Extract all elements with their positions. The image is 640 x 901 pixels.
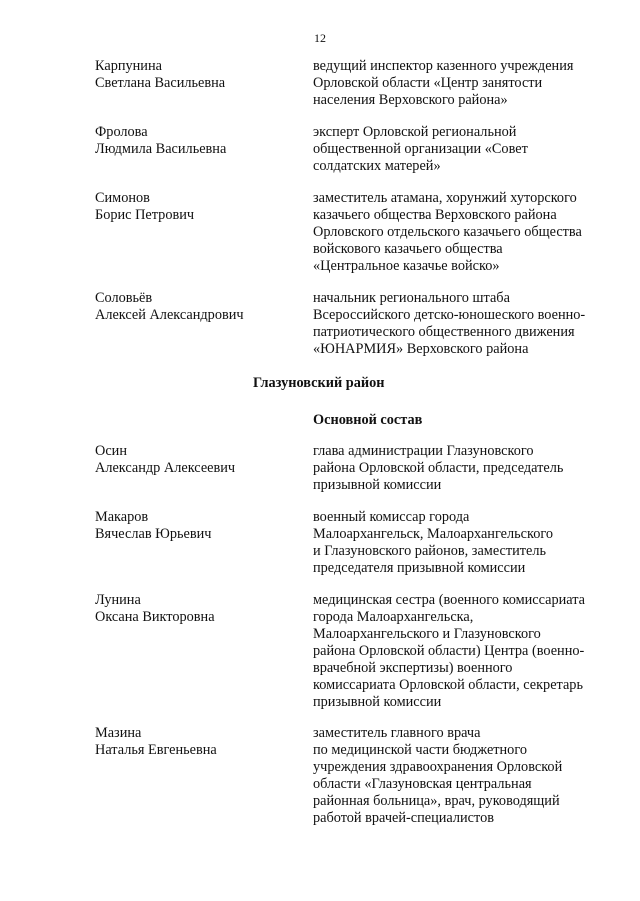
member-position: эксперт Орловской региональной общественной организации «Совет солдатских матерей» bbox=[313, 124, 528, 174]
member-position: глава администрации Глазуновского района Орловской области, председатель призывной комиссии bbox=[313, 443, 564, 493]
member-name: Макаров Вячеслав Юрьевич bbox=[95, 509, 212, 542]
subsection-title: Основной состав bbox=[313, 412, 423, 428]
member-name: Соловьёв Алексей Александрович bbox=[95, 290, 244, 323]
section-title: Глазуновский район bbox=[253, 375, 385, 391]
member-position: начальник регионального штаба Всероссийского детско-юношеского военно- патриотического общественного движения «ЮНАРМИЯ» Верховского района bbox=[313, 290, 586, 357]
member-name: Мазина Наталья Евгеньевна bbox=[95, 725, 217, 758]
member-position: заместитель главного врача по медицинской части бюджетного учреждения здравоохранения Орловской области «Глазуновская центральная районная больница», врач, руководящий работой врачей-специалистов bbox=[313, 725, 563, 826]
member-position: медицинская сестра (военного комиссариата города Малоархангельска, Малоархангельского и Глазуновского района Орловской области) Центра (военно- врачебной экспертизы) военного комиссариата Орловской области, секретарь призывной комиссии bbox=[313, 592, 586, 710]
page-number: 12 bbox=[314, 31, 326, 45]
member-name: Карпунина Светлана Васильевна bbox=[95, 58, 226, 91]
member-name: Симонов Борис Петрович bbox=[95, 190, 195, 223]
member-position: военный комиссар города Малоархангельск, Малоархангельского и Глазуновского районов, заместитель председателя призывной комиссии bbox=[313, 509, 553, 576]
member-name: Лунина Оксана Викторовна bbox=[95, 592, 215, 625]
member-name: Фролова Людмила Васильевна bbox=[95, 124, 227, 157]
member-name: Осин Александр Алексеевич bbox=[95, 443, 236, 476]
member-position: ведущий инспектор казенного учреждения Орловской области «Центр занятости населения Верховского района» bbox=[313, 58, 574, 108]
member-position: заместитель атамана, хорунжий хуторского казачьего общества Верховского района Орловского отдельского казачьего общества войскового казачьего общества «Центральное казачье войско» bbox=[313, 190, 582, 274]
